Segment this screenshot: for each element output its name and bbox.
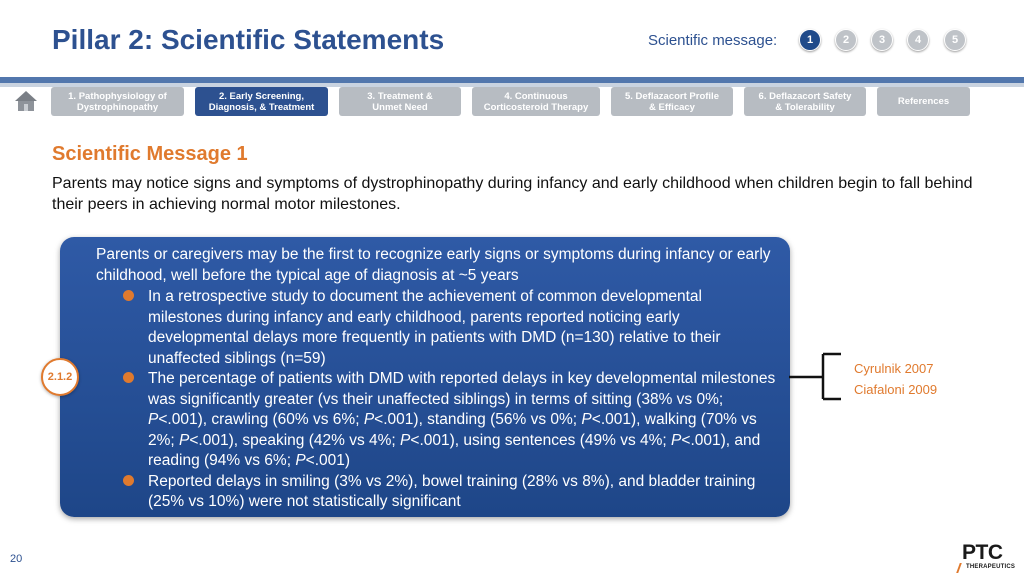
page-number: 20 (10, 553, 23, 565)
reference-list (854, 358, 937, 400)
tab-corticosteroid-therapy[interactable]: 4. Continuous Corticosteroid Therapy (472, 87, 600, 116)
message-3-button[interactable]: 3 (871, 29, 893, 51)
logo-text: PTC (962, 541, 1003, 564)
evidence-badge[interactable]: 2.1.2 (41, 358, 79, 396)
message-2-button[interactable]: 2 (835, 29, 857, 51)
reference-link[interactable]: Cyrulnik 2007 (854, 361, 934, 376)
evidence-bullet-text: The percentage of patients with DMD with reported delays in key developmental milestones was significantly greater (vs their unaffected siblings) in terms of sitting (38% vs 0%; P<.001), crawling (60% vs 6%; P<.001), standing (56% vs 0%; P<.001), walking (70% vs 2%; P<.001), speaking (42% vs 4%; P<.001), using sentences (49% vs 4%; P<.001), and reading (94% vs 6%; P<.001) (148, 370, 776, 469)
ptc-logo (958, 541, 1018, 573)
tab-deflazacort-safety[interactable]: 6. Deflazacort Safety & Tolerability (744, 87, 866, 116)
tab-treatment-unmet-need[interactable]: 3. Treatment & Unmet Need (339, 87, 461, 116)
evidence-bullet-text: In a retrospective study to document the achievement of common developmental milestones during infancy and early childhood, parents reported noticing early developmental delays more frequently in patients with DMD (n=130) relative to their unaffected siblings (n=59) (148, 288, 721, 367)
evidence-intro: Parents or caregivers may be the first to recognize early signs or symptoms during infancy or early childhood, well before the typical age of diagnosis at ~5 years (96, 246, 771, 284)
scientific-message-label: Scientific message: (648, 32, 778, 49)
evidence-bullet (148, 472, 778, 513)
reference-link[interactable]: Ciafaloni 2009 (854, 382, 938, 397)
scientific-message-text: Parents may notice signs and symptoms of dystrophinopathy during infancy and early childhood when children begin to fall behind their peers in achieving normal motor milestones. (52, 175, 973, 213)
evidence-bullets (148, 287, 778, 513)
evidence-bullet-text: Reported delays in smiling (3% vs 2%), bowel training (28% vs 8%), and bladder training (25% vs 10%) were not statistically significant (148, 472, 756, 510)
home-icon[interactable] (14, 90, 38, 112)
tab-early-screening[interactable]: 2. Early Screening, Diagnosis, & Treatment (195, 87, 328, 116)
logo-subtext: THERAPEUTICS (966, 564, 1016, 570)
message-4-button[interactable]: 4 (907, 29, 929, 51)
tab-pathophysiology[interactable]: 1. Pathophysiology of Dystrophinopathy (51, 87, 184, 116)
evidence-bullet (148, 369, 778, 472)
bullet-dot-icon (123, 475, 134, 486)
reference-bracket-icon (789, 352, 845, 402)
bullet-dot-icon (123, 290, 134, 301)
bullet-dot-icon (123, 372, 134, 383)
evidence-bullet (148, 287, 778, 369)
tab-deflazacort-efficacy[interactable]: 5. Deflazacort Profile & Efficacy (611, 87, 733, 116)
page-title: Pillar 2: Scientific Statements (52, 24, 445, 55)
message-5-button[interactable]: 5 (944, 29, 966, 51)
message-1-button[interactable]: 1 (799, 29, 821, 51)
tab-references[interactable]: References (877, 87, 970, 116)
scientific-message-heading: Scientific Message 1 (52, 143, 248, 165)
